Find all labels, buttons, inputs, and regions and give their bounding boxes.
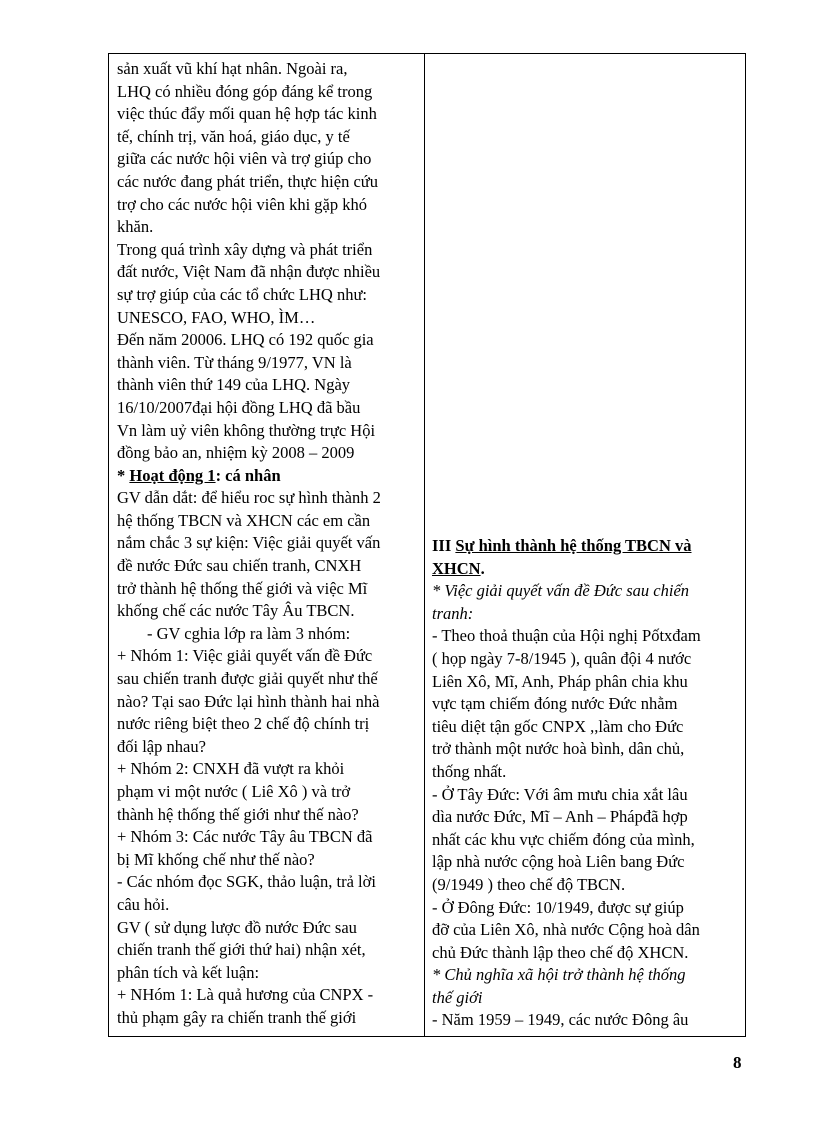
right-empty-space [432, 54, 739, 535]
content-table [108, 53, 746, 1037]
section-heading-line1 [432, 535, 739, 558]
text-line: 16/10/2007đại hội đồng LHQ đã bầu [117, 397, 361, 417]
text-line: chiến tranh thế giới thứ hai) nhận xét, [117, 940, 366, 960]
subheading-line: thế giới [432, 987, 483, 1007]
text-line: + Nhóm 3: Các nước Tây âu TBCN đã [117, 827, 373, 847]
text-line: thống nhất. [432, 761, 507, 781]
text-line: nước riêng biệt theo 2 chế độ chính trị [117, 714, 370, 734]
text-line: bị Mĩ khống chế như thế nào? [117, 849, 315, 869]
text-line: Đến năm 20006. LHQ có 192 quốc gia [117, 330, 374, 350]
text-line: đối lập nhau? [117, 736, 206, 756]
text-line: giữa các nước hội viên và trợ giúp cho [117, 149, 372, 169]
subheading-line: tranh: [432, 603, 474, 623]
activity-title: Hoạt động 1 [129, 465, 216, 485]
text-line: tiêu diệt tận gốc CNPX ,,làm cho Đức [432, 716, 684, 736]
text-line: vực tạm chiếm đóng nước Đức nhằm [432, 694, 678, 714]
text-line: phạm vi một nước ( Liê Xô ) và trở [117, 782, 351, 801]
text-line: các nước đang phát triển, thực hiện cứu [117, 171, 378, 191]
text-line: thủ phạm gây ra chiến tranh thế giới [117, 1007, 357, 1027]
activity-heading [117, 465, 418, 488]
text-line: ( họp ngày 7-8/1945 ), quân đội 4 nước [432, 648, 692, 668]
subheading-line: * Chủ nghĩa xã hội trở thành hệ thống [432, 965, 686, 985]
activity-star: * [117, 465, 130, 485]
text-line: đồng bảo an, nhiệm kỳ 2008 – 2009 [117, 443, 355, 463]
left-group-lines [117, 645, 418, 1029]
text-line: UNESCO, FAO, WHO, ÌM… [117, 307, 316, 327]
section-heading-text2: XHCN [432, 558, 481, 578]
text-line: trở thành một nước hoà bình, dân chủ, [432, 739, 685, 759]
text-line: đề nước Đức sau chiến tranh, CNXH [117, 556, 362, 576]
text-line: sản xuất vũ khí hạt nhân. Ngoài ra, [117, 59, 348, 78]
text-line: - Ở Đông Đức: 10/1949, được sự giúp [432, 897, 684, 917]
group-assign-line: - GV cghia lớp ra làm 3 nhóm: [147, 623, 351, 643]
text-line: trợ cho các nước hội viên khi gặp khó [117, 194, 367, 214]
text-line: trở thành hệ thống thế giới và việc Mĩ [117, 578, 368, 598]
text-line: hệ thống TBCN và XHCN các em cần [117, 510, 371, 530]
left-intro-lines [117, 487, 418, 623]
activity-rest: : cá nhân [215, 465, 281, 485]
text-line: GV ( sử dụng lược đồ nước Đức sau [117, 917, 357, 937]
text-line: thành hệ thống thế giới như thế nào? [117, 804, 359, 824]
page-number: 8 [733, 1053, 742, 1072]
text-line: thành viên. Từ tháng 9/1977, VN là [117, 352, 352, 372]
text-line: nắm chắc 3 sự kiện: Việc giải quyết vấn [117, 533, 381, 553]
text-line: lập nhà nước cộng hoà Liên bang Đức [432, 852, 685, 872]
left-paragraphs [117, 58, 418, 465]
right-last-line: - Năm 1959 – 1949, các nước Đông âu [432, 1010, 689, 1030]
text-line: nào? Tại sao Đức lại hình thành hai nhà [117, 691, 380, 711]
text-line: GV dẫn dắt: để hiểu roc sự hình thành 2 [117, 488, 381, 508]
text-line: phân tích và kết luận: [117, 962, 260, 982]
subheading-line: * Việc giải quyết vấn đề Đức sau chiến [432, 581, 690, 601]
text-line: khống chế các nước Tây Âu TBCN. [117, 601, 355, 621]
text-line: + Nhóm 1: Việc giải quyết vấn đề Đức [117, 646, 373, 666]
text-line: - Ở Tây Đức: Với âm mưu chia xắt lâu [432, 784, 688, 804]
left-column [109, 54, 425, 1036]
text-line: + Nhóm 2: CNXH đã vượt ra khỏi [117, 759, 345, 779]
text-line: LHQ có nhiều đóng góp đáng kể trong [117, 81, 373, 101]
subheading-socialism [432, 964, 739, 1009]
text-line: chủ Đức thành lập theo chế độ XHCN. [432, 942, 689, 962]
text-line: Liên Xô, Mĩ, Anh, Pháp phân chia khu [432, 671, 688, 691]
text-line: dìa nước Đức, Mĩ – Anh – Phápđã hợp [432, 807, 688, 827]
text-line: đỡ của Liên Xô, nhà nước Cộng hoà dân [432, 920, 700, 940]
right-paragraphs [432, 625, 739, 964]
section-heading-prefix: III [432, 536, 456, 555]
text-line: + NHóm 1: Là quả hương của CNPX - [117, 985, 374, 1005]
text-line: Trong quá trình xây dựng và phát triển [117, 239, 373, 259]
text-line: Vn làm uỷ viên không thường trực Hội [117, 420, 376, 440]
text-line: - Các nhóm đọc SGK, thảo luận, trả lời [117, 872, 376, 892]
text-line: câu hỏi. [117, 894, 170, 914]
section-heading-period: . [480, 558, 485, 578]
text-line: nhất các khu vực chiếm đóng của mình, [432, 829, 695, 849]
text-line: việc thúc đẩy mối quan hệ hợp tác kinh [117, 104, 377, 124]
section-heading-text1: Sự hình thành hệ thống TBCN và [455, 536, 692, 555]
section-heading-line2 [432, 558, 739, 581]
text-line: sự trợ giúp của các tổ chức LHQ như: [117, 284, 367, 304]
text-line: thành viên thứ 149 của LHQ. Ngày [117, 375, 351, 395]
text-line: sau chiến tranh được giải quyết như thế [117, 669, 378, 689]
text-line: khăn. [117, 217, 154, 237]
text-line: tế, chính trị, văn hoá, giáo dục, y tế [117, 126, 350, 146]
text-line: - Theo thoả thuận của Hội nghị Pốtxđam [432, 626, 701, 646]
subheading-germany [432, 580, 739, 625]
text-line: đất nước, Việt Nam đã nhận được nhiều [117, 262, 381, 282]
right-column [425, 54, 745, 1036]
text-line: (9/1949 ) theo chế độ TBCN. [432, 874, 626, 894]
